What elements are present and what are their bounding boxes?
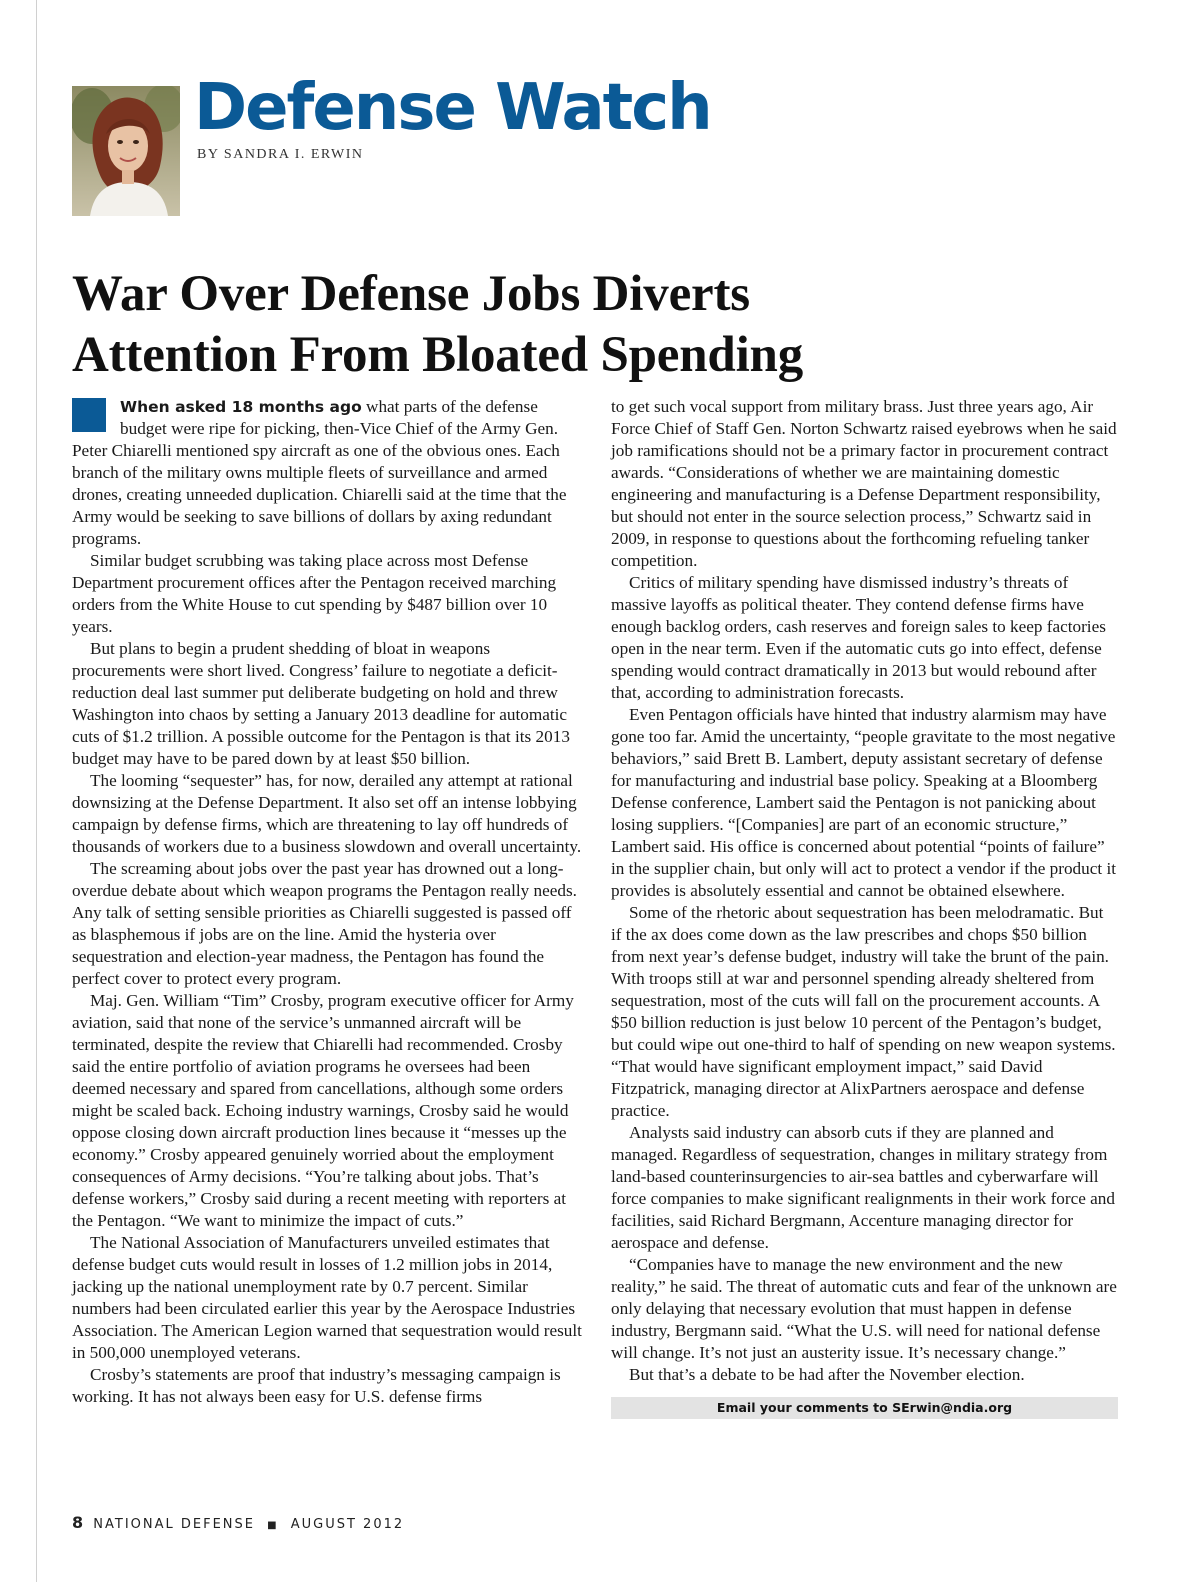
body-paragraph: But plans to begin a prudent shedding of bloat in weapons procurements were short lived. Congress’ failure to negotiate a deficit-reduction deal last summer put deliberate budgeting on hold and threw Washington into chaos by setting a January 2013 deadline for automatic cuts of $1.2 trillion. A possible outcome for the Pentagon is that its 2013 budget may have to be pared down by at least $50 billion. xyxy=(72,639,570,768)
body-paragraph: The National Association of Manufacturers unveiled estimates that defense budget cuts would result in losses of 1.2 million jobs in 2014, jacking up the national unemployment rate by 0.7 percent. Similar numbers had been circulated earlier this year by the Aerospace Industries Association. The American Legion warned that sequestration would result in 500,000 unemployed veterans. xyxy=(72,1233,582,1362)
publication-name: NATIONAL DEFENSE xyxy=(93,1517,255,1532)
continued-paragraph: to get such vocal support from military brass. Just three years ago, Air Force Chief of Staff Gen. Norton Schwartz raised eyebrows when he said job ramifications should not be a primary factor in procurement contract awards. “Considerations of whether we are maintaining domestic engineering and manufacturing is a Defense Department responsibility, but should not enter in the source selection process,” Schwartz said in 2009, in response to questions about the forthcoming refueling tanker competition. xyxy=(611,397,1117,570)
issue-date: AUGUST 2012 xyxy=(290,1517,405,1532)
email-prompt: Email your comments to xyxy=(716,1400,893,1415)
body-paragraph: But that’s a debate to be had after the November election. xyxy=(629,1365,1025,1384)
left-column xyxy=(72,396,582,1408)
page-edge-rule xyxy=(36,0,37,1582)
lead-in: When asked 18 months ago xyxy=(120,398,362,416)
email-comments-bar xyxy=(611,1397,1118,1419)
body-paragraph: The looming “sequester” has, for now, derailed any attempt at rational downsizing at the Defense Department. It also set off an intense lobbying campaign by defense firms, which are threatening to lay off hundreds of thousands of workers due to a business slowdown and overall uncertainty. xyxy=(72,771,582,856)
author-photo-image xyxy=(72,86,180,216)
lead-text: what parts of the defense budget were ripe for picking, then-Vice Chief of the Army Gen. Peter Chiarelli mentioned spy aircraft as one of the obvious ones. Each branch of the military owns multiple fleets of surveillance and armed drones, creating unneeded duplication. Chiarelli said at the time that the Army would be seeking to save billions of dollars by axing redundant programs. xyxy=(72,397,567,548)
body-paragraph: Crosby’s statements are proof that industry’s messaging campaign is working. It has not always been easy for U.S. defense firms xyxy=(72,1365,561,1406)
author-photo xyxy=(72,86,180,216)
footer-separator: ■ xyxy=(267,1520,279,1531)
body-paragraph: Maj. Gen. William “Tim” Crosby, program executive officer for Army aviation, said that none of the service’s unmanned aircraft will be terminated, despite the review that Chiarelli had recommended. Crosby said the entire portfolio of aviation programs he oversees had been deemed necessary and spared from cancellations, although some orders might be scaled back. Echoing industry warnings, Crosby said he would oppose closing down aircraft production lines because it “messes up the economy.” Crosby appeared genuinely worried about the employment consequences of Army decisions. “You’re talking about jobs. That’s defense workers,” Crosby said during a recent meeting with reporters at the Pentagon. “We want to minimize the impact of cuts.” xyxy=(72,991,574,1230)
right-column xyxy=(611,396,1118,1419)
body-paragraph: Critics of military spending have dismissed industry’s threats of massive layoffs as political theater. They contend defense firms have enough backlog orders, cash reserves and foreign sales to keep factories open in the near term. Even if the automatic cuts go into effect, defense spending would contract dramatically in 2013 but would rebound after that, according to administration forecasts. xyxy=(611,573,1106,702)
body-paragraph: The screaming about jobs over the past year has drowned out a long-overdue debate about which weapon programs the Pentagon really needs. Any talk of setting sensible priorities as Chiarelli suggested is passed off as blasphemous if jobs are on the line. Amid the hysteria over sequestration and election-year madness, the Pentagon has found the perfect cover to protect every program. xyxy=(72,859,577,988)
email-link[interactable]: SErwin@ndia.org xyxy=(892,1400,1013,1415)
lead-paragraph xyxy=(72,396,582,550)
page-number: 8 xyxy=(72,1513,84,1532)
section-marker-square xyxy=(72,398,106,432)
body-paragraph: Even Pentagon officials have hinted that industry alarmism may have gone too far. Amid the uncertainty, “people gravitate to the most negative behaviors,” said Brett B. Lambert, deputy assistant secretary of defense for manufacturing and industrial base policy. Speaking at a Bloomberg Defense conference, Lambert said the Pentagon is not panicking about losing suppliers. “[Companies] are part of an economic structure,” Lambert said. His office is concerned about potential “points of failure” in the supplier chain, but only will act to protect a vendor if the product it provides is absolutely essential and cannot be obtained elsewhere. xyxy=(611,705,1116,900)
article-headline: War Over Defense Jobs Diverts Attention From Bloated Spending xyxy=(72,266,804,383)
byline: BY SANDRA I. ERWIN xyxy=(197,147,364,162)
body-paragraph: Some of the rhetoric about sequestration has been melodramatic. But if the ax does come down as the law prescribes and chops $50 billion from next year’s defense budget, industry will take the brunt of the pain. With troops still at war and personnel spending already sheltered from sequestration, most of the cuts will fall on the procurement accounts. A $50 billion reduction is just below 10 percent of the Pentagon’s budget, but could wipe out one-third to half of spending on new weapon systems. “That would have significant employment impact,” said David Fitzpatrick, managing director at AlixPartners aerospace and defense practice. xyxy=(611,903,1116,1120)
body-paragraph: Analysts said industry can absorb cuts if they are planned and managed. Regardless of sequestration, changes in military strategy from land-based counterinsurgencies to air-sea battles and cyberwarfare will force companies to make significant realignments in their work force and facilities, said Richard Bergmann, Accenture managing director for aerospace and defense. xyxy=(611,1123,1115,1252)
column-masthead: Defense Watch xyxy=(194,71,711,145)
body-paragraph: Similar budget scrubbing was taking place across most Defense Department procurement offices after the Pentagon received marching orders from the White House to cut spending by $487 billion over 10 years. xyxy=(72,551,557,636)
page-footer xyxy=(72,1513,404,1532)
body-paragraph: “Companies have to manage the new environment and the new reality,” he said. The threat of automatic cuts and fear of the unknown are only delaying that necessary evolution that must happen in defense industry, Bergmann said. “What the U.S. will need for national defense will change. It’s not just an austerity issue. It’s necessary change.” xyxy=(611,1255,1117,1362)
